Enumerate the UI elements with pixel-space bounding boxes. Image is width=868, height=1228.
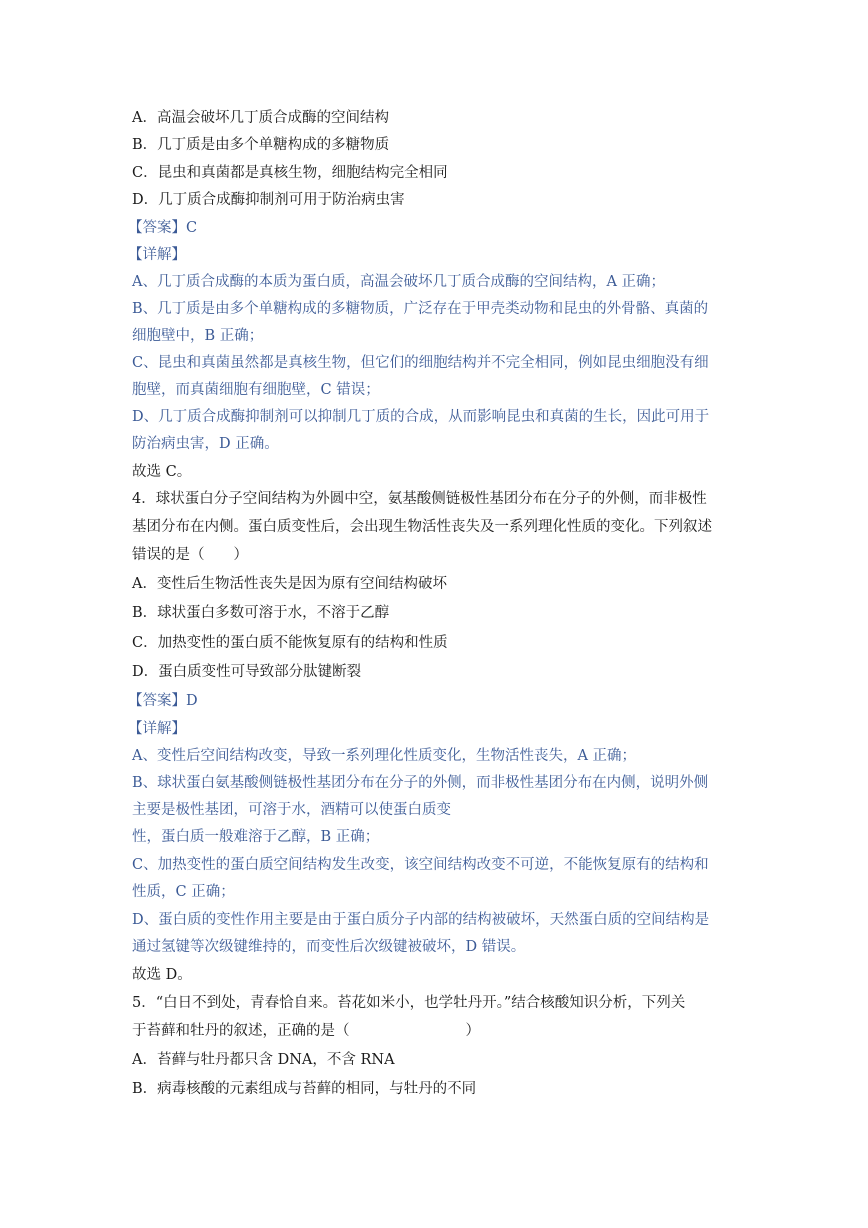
q4-answer: 【答案】D — [128, 693, 198, 709]
q3-explanation-c1: C、昆虫和真菌虽然都是真核生物，但它们的细胞结构并不完全相同，例如昆虫细胞没有细 — [132, 355, 709, 371]
q3-explanation-d1: D、几丁质合成酶抑制剂可以抑制几丁质的合成，从而影响昆虫和真菌的生长，因此可用于 — [132, 409, 710, 425]
q4-explanation-d1: D、蛋白质的变性作用主要是由于蛋白质分子内部的结构被破坏，天然蛋白质的空间结构是 — [132, 912, 710, 928]
q4-stem-line-2: 基团分布在内侧。蛋白质变性后，会出现生物活性丧失及一系列理化性质的变化。下列叙述 — [132, 519, 712, 535]
q3-option-d: D．几丁质合成酶抑制剂可用于防治病虫害 — [132, 192, 405, 208]
q3-explanation-b1: B、几丁质是由多个单糖构成的多糖物质，广泛存在于甲壳类动物和昆虫的外骨骼、真菌的 — [132, 301, 709, 317]
q4-option-b: B．球状蛋白多数可溶于水，不溶于乙醇 — [132, 605, 390, 621]
q3-explanation-d2: 防治病虫害，D 正确。 — [132, 436, 279, 452]
q3-answer: 【答案】C — [128, 220, 198, 236]
q3-option-c: C．昆虫和真菌都是真核生物，细胞结构完全相同 — [132, 165, 448, 181]
q4-explanation-b2: 主要是极性基团，可溶于水，酒精可以使蛋白质变 — [132, 802, 451, 818]
q4-stem-line-3: 错误的是（ ） — [132, 547, 248, 563]
q4-stem-line-1: 4．球状蛋白分子空间结构为外圆中空，氨基酸侧链极性基团分布在分子的外侧，而非极性 — [132, 491, 707, 507]
q4-option-a: A．变性后生物活性丧失是因为原有空间结构破坏 — [132, 576, 447, 592]
q3-option-b: B．几丁质是由多个单糖构成的多糖物质 — [132, 137, 390, 153]
q4-conclusion: 故选 D。 — [132, 967, 192, 983]
q3-explanation-b2: 细胞壁中，B 正确； — [132, 328, 264, 344]
q4-explanation-c2: 性质，C 正确； — [132, 884, 235, 900]
q5-stem-line-2: 于苔藓和牡丹的叙述，正确的是（ ） — [132, 1023, 480, 1039]
q4-explanation-b3: 性，蛋白质一般难溶于乙醇，B 正确； — [132, 829, 380, 845]
q5-option-b: B．病毒核酸的元素组成与苔藓的相同，与牡丹的不同 — [132, 1081, 477, 1097]
q5-option-a: A．苔藓与牡丹都只含 DNA，不含 RNA — [132, 1052, 395, 1068]
q4-explanation-b1: B、球状蛋白氨基酸侧链极性基团分布在分子的外侧，而非极性基团分布在内侧，说明外侧 — [132, 775, 709, 791]
q4-option-d: D．蛋白质变性可导致部分肽键断裂 — [132, 664, 362, 680]
q3-explanation-a: A、几丁质合成酶的本质为蛋白质，高温会破坏几丁质合成酶的空间结构，A 正确； — [132, 274, 666, 290]
q4-explanation-a: A、变性后空间结构改变，导致一系列理化性质变化，生物活性丧失，A 正确； — [132, 748, 637, 764]
q4-option-c: C．加热变性的蛋白质不能恢复原有的结构和性质 — [132, 635, 448, 651]
q5-stem-line-1: 5．“白日不到处，青春恰自来。苔花如米小，也学牡丹开。”结合核酸知识分析，下列关 — [132, 995, 686, 1011]
q3-explanation-c2: 胞壁，而真菌细胞有细胞壁，C 错误； — [132, 382, 380, 398]
q3-conclusion: 故选 C。 — [132, 464, 192, 480]
q4-detail-heading: 【详解】 — [128, 721, 186, 737]
q4-explanation-c1: C、加热变性的蛋白质空间结构发生改变，该空间结构改变不可逆，不能恢复原有的结构和 — [132, 857, 709, 873]
q3-detail-heading: 【详解】 — [128, 247, 186, 263]
q4-explanation-d2: 通过氢键等次级键维持的，而变性后次级键被破坏，D 错误。 — [132, 939, 526, 955]
q3-option-a: A．高温会破坏几丁质合成酶的空间结构 — [132, 110, 389, 126]
